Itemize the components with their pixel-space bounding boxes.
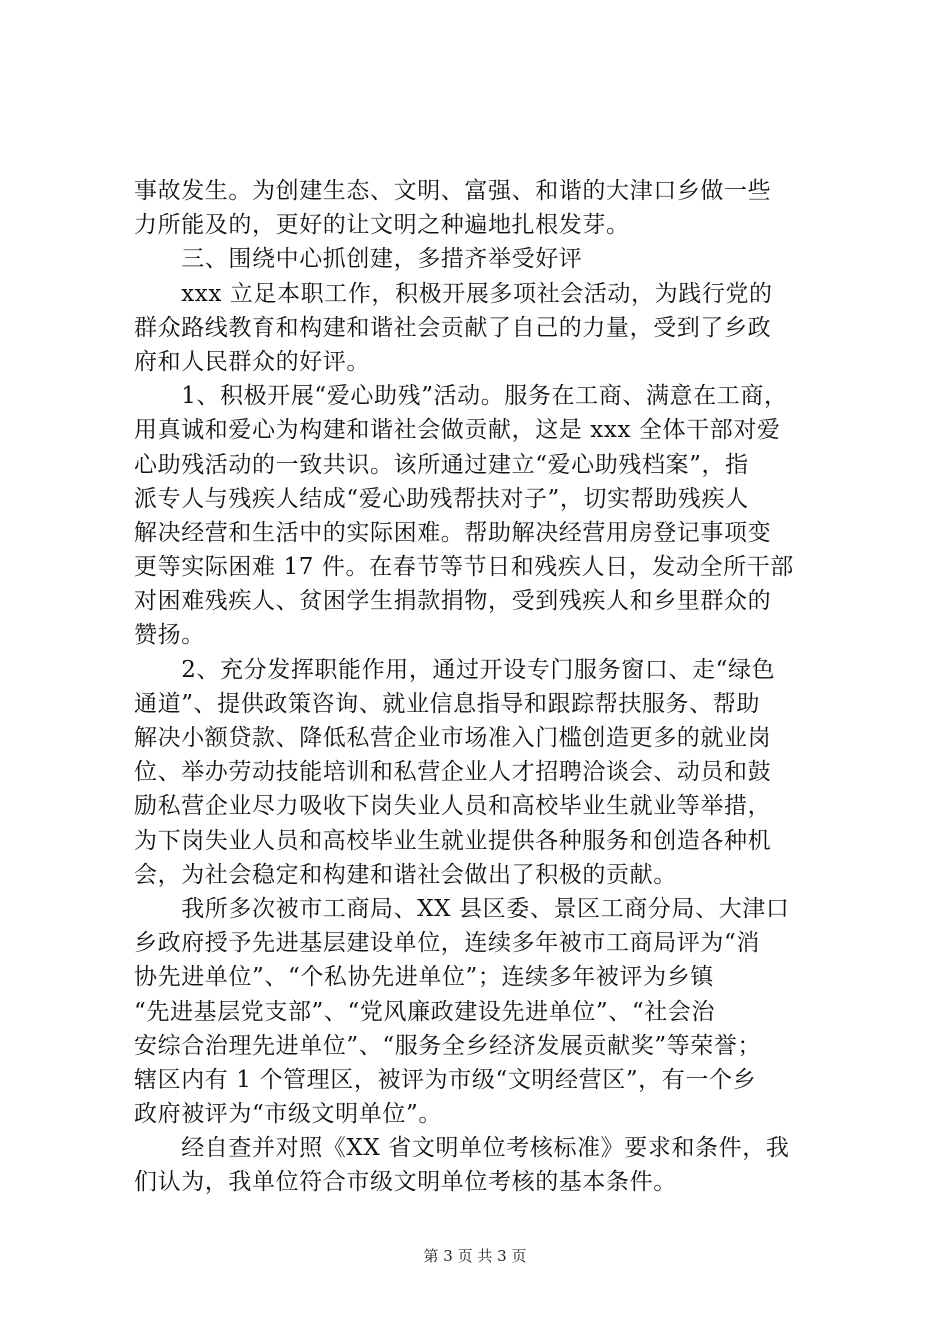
text-line-4: xxx 立足本职工作，积极开展多项社会活动，为践行党的 (134, 280, 773, 307)
text-line-24: 协先进单位”、“个私协先进单位”；连续多年被评为乡镇 (134, 964, 714, 991)
text-line-29: 经自查并对照《XX 省文明单位考核标准》要求和条件，我 (134, 1135, 790, 1162)
text-line-7: 1、积极开展“爱心助残”活动。服务在工商、满意在工商， (134, 383, 788, 410)
text-line-15: 2、充分发挥职能作用，通过开设专门服务窗口、走“绿色 (134, 656, 776, 683)
text-line-8: 用真诚和爱心为构建和谐社会做贡献，这是 xxx 全体干部对爱 (134, 417, 781, 444)
text-line-1: 事故发生。为创建生态、文明、富强、和谐的大津口乡做一些 (134, 178, 772, 204)
text-line-6: 府和人民群众的好评。 (134, 348, 370, 375)
text-line-10: 派专人与残疾人结成“爱心助残帮扶对子”，切实帮助残疾人 (134, 485, 749, 512)
text-line-26: 安综合治理先进单位”、“服务全乡经济发展贡献奖”等荣誉； (134, 1032, 762, 1059)
text-line-19: 励私营企业尽力吸收下岗失业人员和高校毕业生就业等举措， (134, 793, 772, 820)
text-line-13: 对困难残疾人、贫困学生捐款捐物，受到残疾人和乡里群众的 (134, 588, 772, 615)
section-heading: 三、围绕中心抓创建，多措齐举受好评 (134, 246, 583, 273)
text-line-25: “先进基层党支部”、“党风廉政建设先进单位”、“社会治 (134, 998, 715, 1025)
text-line-14: 赞扬。 (134, 622, 205, 649)
text-line-23: 乡政府授予先进基层建设单位，连续多年被市工商局评为“消 (134, 930, 760, 957)
text-line-20: 为下岗失业人员和高校毕业生就业提供各种服务和创造各种机 (134, 827, 772, 854)
text-line-11: 解决经营和生活中的实际困难。帮助解决经营用房登记事项变 (134, 519, 772, 546)
text-line-12: 更等实际困难 17 件。在春节等节日和残疾人日，发动全所干部 (134, 554, 794, 581)
text-line-27: 辖区内有 1 个管理区，被评为市级“文明经营区”，有一个乡 (134, 1066, 757, 1093)
text-line-21: 会，为社会稳定和构建和谐社会做出了积极的贡献。 (134, 861, 677, 888)
text-line-22: 我所多次被市工商局、XX 县区委、景区工商分局、大津口 (134, 895, 790, 922)
text-line-5: 群众路线教育和构建和谐社会贡献了自己的力量，受到了乡政 (134, 314, 772, 341)
body-text (134, 174, 834, 1200)
page-number-footer: 第 3 页 共 3 页 (423, 1247, 527, 1265)
text-line-9: 心助残活动的一致共识。该所通过建立“爱心助残档案”，指 (134, 451, 749, 478)
text-line-16: 通道”、提供政策咨询、就业信息指导和跟踪帮扶服务、帮助 (134, 690, 760, 717)
text-line-30: 们认为，我单位符合市级文明单位考核的基本条件。 (134, 1169, 677, 1196)
text-line-17: 解决小额贷款、降低私营企业市场准入门槛创造更多的就业岗 (134, 725, 772, 751)
text-line-28: 政府被评为“市级文明单位”。 (134, 1101, 442, 1128)
text-line-2: 力所能及的，更好的让文明之种遍地扎根发芽。 (134, 212, 630, 239)
text-line-18: 位、举办劳动技能培训和私营企业人才招聘洽谈会、动员和鼓 (134, 759, 772, 786)
